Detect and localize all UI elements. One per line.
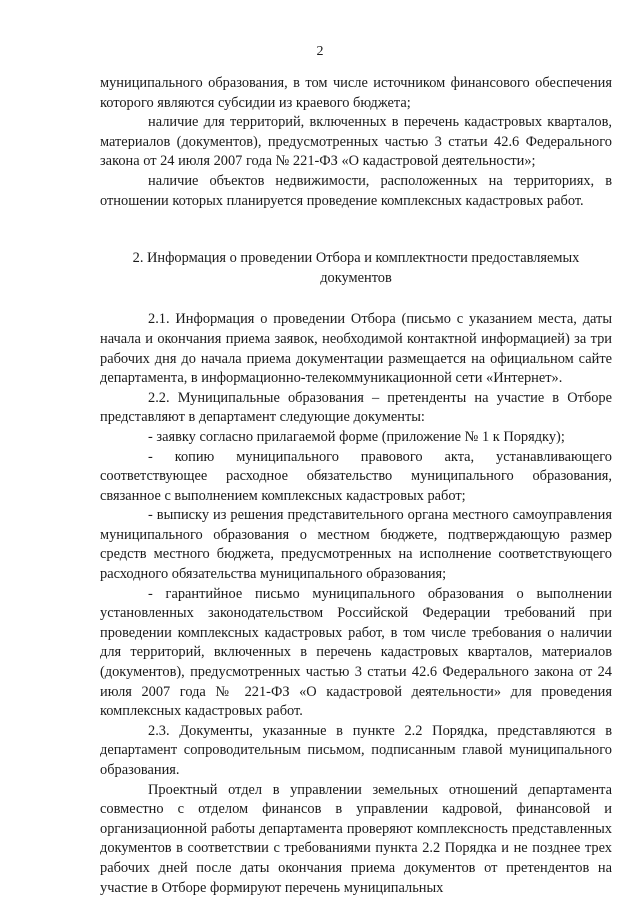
paragraph: Проектный отдел в управлении земельных отношений департамента совместно с отделом финансов в управлении кадровой, финансовой и организационной работы департамента проверяют комплексность представленных документов в соответствии с требованиями пункта 2.2 Порядка и не позднее трех рабочих дней после даты окончания приема документов от претендентов на участие в Отборе формируют перечень муниципальных: [100, 781, 612, 896]
spacer: [100, 288, 612, 310]
page-number: 2: [316, 44, 324, 59]
list-item: - гарантийное письмо муниципального образования о выполнении установленных законодательством Российской Федерации требований при проведении комплексных кадастровых работ, в том числе требования о наличии для территорий, включенных в перечень кадастровых кварталов, материалов (документов), предусмотренных частью 3 статьи 42.6 Федерального закона от 24 июля 2007 года № 221-ФЗ «О кадастровой деятельности» для проведения комплексных кадастровых работ.: [100, 585, 612, 720]
list-item: - выписку из решения представительного органа местного самоуправления муниципального образования о местном бюджете, подтверждающую размер средств местного бюджета, предусмотренных на исполнение соответствующего расходного обязательства муниципального образования;: [100, 507, 612, 583]
document-body: [100, 74, 612, 898]
paragraph-2-1: 2.1. Информация о проведении Отбора (письмо с указанием места, даты начала и окончания приема заявок, необходимой контактной информацией) за три рабочих дня до начала приема документации размещается на официальном сайте департамента, в информационно-телекоммуникационной сети «Интернет».: [100, 311, 612, 387]
paragraph-2-2: 2.2. Муниципальные образования – претенденты на участие в Отборе представляют в департамент следующие документы:: [100, 389, 612, 426]
paragraph-2-3: 2.3. Документы, указанные в пункте 2.2 Порядка, представляются в департамент сопроводительным письмом, подписанным главой муниципального образования.: [100, 722, 612, 778]
paragraph: наличие для территорий, включенных в перечень кадастровых кварталов, материалов (документов), предусмотренных частью 3 статьи 42.6 Федерального закона от 24 июля 2007 года № 221-ФЗ «О кадастровой деятельности»;: [100, 114, 612, 170]
paragraph-continuation: муниципального образования, в том числе источником финансового обеспечения которого являются субсидии из краевого бюджета;: [100, 75, 612, 111]
paragraph: наличие объектов недвижимости, расположенных на территориях, в отношении которых планируется проведение комплексных кадастровых работ.: [100, 172, 612, 209]
spacer: [100, 211, 612, 249]
section-heading: 2. Информация о проведении Отбора и комплектности предоставляемых документов: [132, 250, 580, 286]
list-item: - копию муниципального правового акта, устанавливающего соответствующее расходное обязательство муниципального образования, связанное с выполнением комплексных кадастровых работ;: [100, 448, 612, 504]
list-item: - заявку согласно прилагаемой форме (приложение № 1 к Порядку);: [148, 428, 565, 445]
